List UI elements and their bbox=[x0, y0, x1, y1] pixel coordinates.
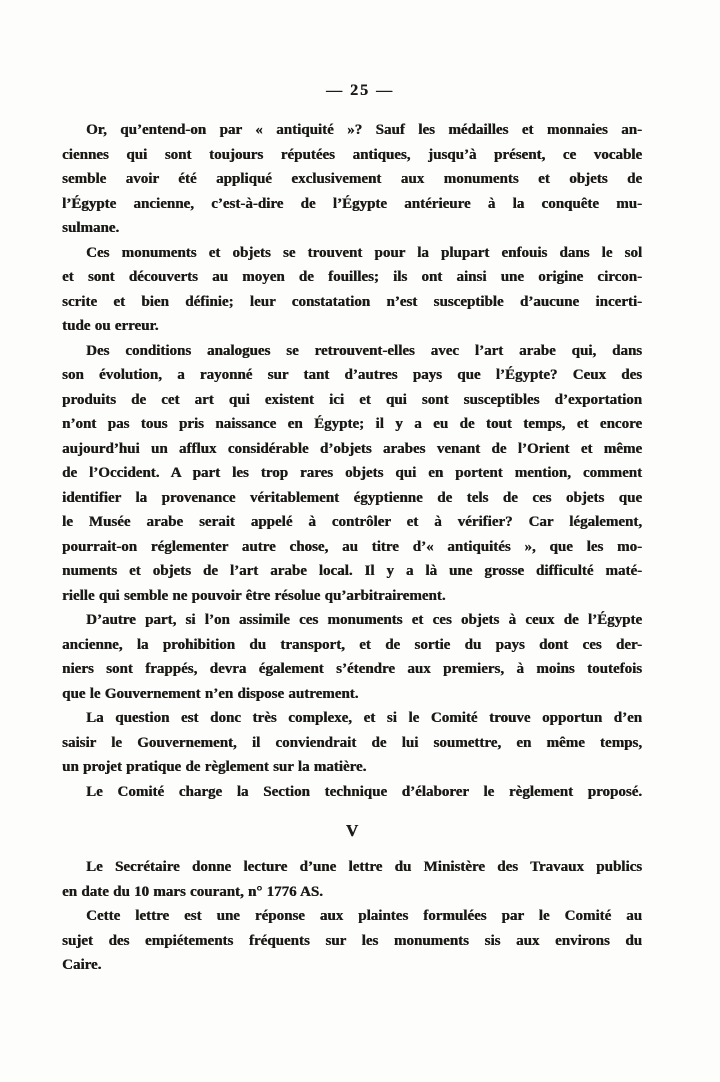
paragraph bbox=[62, 706, 642, 780]
text-line: ancienne, la prohibition du transport, et de sortie du pays dont ces der- bbox=[62, 636, 642, 653]
text-line: produits de cet art qui existent ici et qui sont susceptibles d’exportation bbox=[62, 391, 642, 408]
text-line: le Musée arabe serait appelé à contrôler et à vérifier? Car légalement, bbox=[62, 514, 642, 530]
text-line: numents et objets de l’art arabe local. Il y a là une grosse difficulté maté- bbox=[62, 563, 642, 579]
text-line: Caire. bbox=[62, 957, 102, 973]
text-line: Le Secrétaire donne lecture d’une lettre du Ministère des Travaux publics bbox=[86, 859, 642, 875]
paragraph bbox=[62, 241, 642, 339]
page-number: — 25 — bbox=[326, 82, 394, 99]
text-line: aujourd’hui un afflux considérable d’objets arabes venant de l’Orient et même bbox=[62, 440, 642, 457]
text-line: sulmane. bbox=[62, 220, 120, 236]
paragraph bbox=[62, 118, 642, 241]
text-line: et sont découverts au moyen de fouilles; ils ont ainsi une origine circon- bbox=[62, 269, 642, 285]
text-line: niers sont frappés, devra également s’étendre aux premiers, à moins toutefois bbox=[62, 661, 642, 677]
text-line: ciennes qui sont toujours réputées antiques, jusqu’à présent, ce vocable bbox=[62, 146, 642, 163]
text-line: scrite et bien définie; leur constatation n’est susceptible d’aucune incerti- bbox=[62, 293, 642, 310]
text-line: son évolution, a rayonné sur tant d’autres pays que l’Égypte? Ceux des bbox=[62, 367, 642, 383]
text-line: rielle qui semble ne pouvoir être résolue qu’arbitrairement. bbox=[62, 587, 446, 604]
section bbox=[62, 118, 642, 804]
section bbox=[62, 819, 642, 978]
text-line: Des conditions analogues se retrouvent-elles avec l’art arabe qui, dans bbox=[86, 342, 642, 359]
paragraph bbox=[62, 339, 642, 609]
text-line: Ces monuments et objets se trouvent pour la plupart enfouis dans le sol bbox=[86, 244, 642, 261]
text-line: l’Égypte ancienne, c’est-à-dire de l’Égypte antérieure à la conquête mu- bbox=[62, 195, 642, 212]
text-line: Le Comité charge la Section technique d’élaborer le règlement proposé. bbox=[86, 783, 642, 800]
text-line: que le Gouvernement n’en dispose autrement. bbox=[62, 685, 359, 702]
text-line: Cette lettre est une réponse aux plaintes formulées par le Comité au bbox=[86, 908, 642, 924]
paragraph bbox=[62, 780, 642, 805]
page-body bbox=[62, 118, 642, 978]
text-line: pourrait-on réglementer autre chose, au titre d’« antiquités », que les mo- bbox=[62, 538, 642, 555]
text-line: La question est donc très complexe, et si le Comité trouve opportun d’en bbox=[86, 710, 642, 726]
paragraph bbox=[62, 608, 642, 706]
paragraph bbox=[62, 904, 642, 978]
text-line: de l’Occident. A part les trop rares objets qui en portent mention, comment bbox=[62, 465, 642, 481]
text-line: Or, qu’entend-on par « antiquité »? Sauf les médailles et monnaies an- bbox=[86, 122, 642, 138]
text-line: en date du 10 mars courant, n° 1776 AS. bbox=[62, 883, 323, 900]
text-line: saisir le Gouvernement, il conviendrait de lui soumettre, en même temps, bbox=[62, 734, 642, 751]
text-line: tude ou erreur. bbox=[62, 318, 159, 334]
text-line: semble avoir été appliqué exclusivement aux monuments et objets de bbox=[62, 171, 642, 187]
paragraph bbox=[62, 855, 642, 904]
section-heading: V bbox=[345, 821, 359, 840]
text-line: sujet des empiétements fréquents sur les monuments sis aux environs du bbox=[62, 932, 642, 949]
text-line: D’autre part, si l’on assimile ces monuments et ces objets à ceux de l’Égypte bbox=[86, 612, 642, 628]
text-line: identifier la provenance véritablement égyptienne de tels de ces objets que bbox=[62, 489, 642, 506]
text-line: n’ont pas tous pris naissance en Égypte; il y a eu de tout temps, et encore bbox=[62, 416, 642, 432]
text-line: un projet pratique de règlement sur la matière. bbox=[62, 759, 367, 775]
